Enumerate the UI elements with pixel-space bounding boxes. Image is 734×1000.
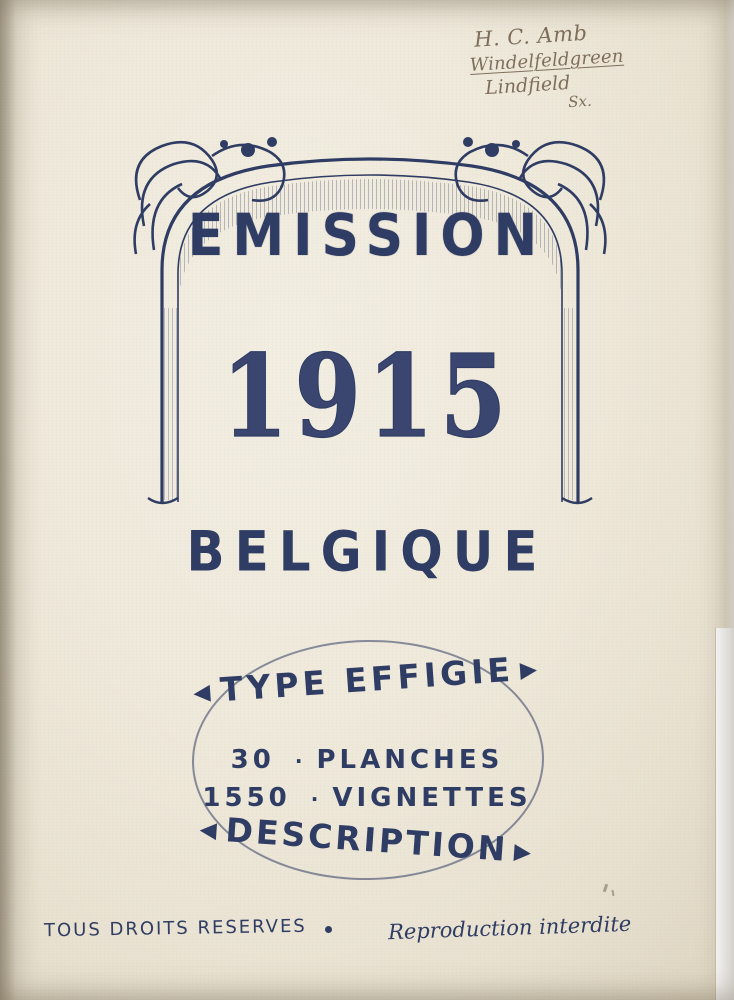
binding-edge-shadow bbox=[0, 0, 16, 1000]
copyright-notice-right: Reproduction interdite bbox=[387, 911, 632, 945]
country-heading: BELGIQUE bbox=[186, 520, 548, 584]
emission-heading: EMISSION bbox=[187, 202, 547, 270]
planches-label: PLANCHES bbox=[316, 745, 504, 775]
separator-dot: · bbox=[294, 748, 307, 773]
page-edge-cut bbox=[715, 628, 734, 1000]
footer-separator-dot bbox=[325, 926, 332, 933]
paper-speck bbox=[611, 890, 614, 896]
arrow-left-icon: ◀ bbox=[192, 679, 216, 707]
arrow-left-icon-2: ◀ bbox=[198, 817, 221, 844]
paper-speck bbox=[603, 884, 608, 893]
vignettes-count: 1550 bbox=[202, 783, 291, 813]
handwriting-line-2: Windelfeldgreen bbox=[469, 45, 625, 77]
planches-count: 30 bbox=[230, 745, 275, 775]
separator-dot-2: · bbox=[310, 786, 323, 811]
handwritten-annotation bbox=[468, 15, 703, 117]
handwriting-line-1: H. C. Amb bbox=[473, 20, 589, 52]
vignettes-label: VIGNETTES bbox=[332, 783, 532, 813]
arrow-right-icon-2: ▶ bbox=[513, 839, 535, 866]
copyright-notice-left: TOUS DROITS RESERVES bbox=[43, 915, 307, 942]
description-label: DESCRIPTION bbox=[224, 810, 510, 869]
handwriting-line-4: Sx. bbox=[567, 91, 593, 111]
year-heading: 1915 bbox=[221, 329, 513, 464]
handwriting-line-3: Lindfield bbox=[484, 71, 571, 100]
type-effigie-label: TYPE EFFIGIE bbox=[218, 649, 516, 710]
planches-row bbox=[0, 745, 734, 775]
arrow-right-icon: ▶ bbox=[519, 656, 542, 684]
